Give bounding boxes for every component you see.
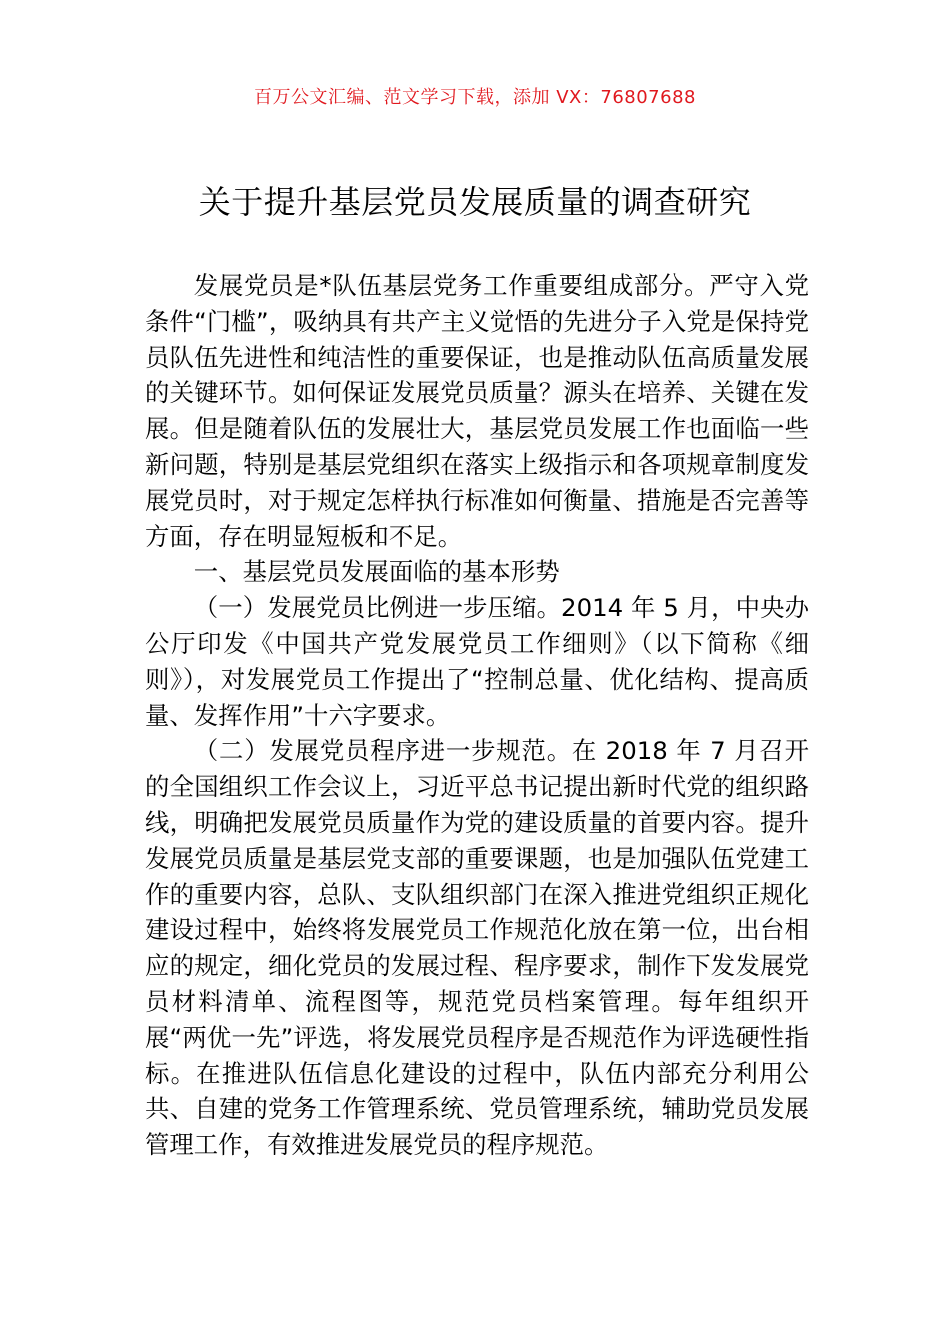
header-banner: 百万公文汇编、范文学习下载，添加 VX：76807688 bbox=[254, 87, 696, 108]
subsection-paragraph-2: （二）发展党员程序进一步规范。在 2018 年 7 月召开的全国组织工作会议上，习近平总书记提出新时代党的组织路线，明确把发展党员质量作为党的建设质量的首要内容。提升发展党员质量是基层党支部的重要课题，也是加强队伍党建工作的重要内容，总队、支队组织部门在深入推进党组织正规化建设过程中，始终将发展党员工作规范化放在第一位，出台相应的规定，细化党员的发展过程、程序要求，制作下发发展党员材料清单、流程图等，规范党员档案管理。每年组织开展“两优一先”评选，将发展党员程序是否规范作为评选硬性指标。在推进队伍信息化建设的过程中，队伍内部充分利用公共、自建的党务工作管理系统、党员管理系统，辅助党员发展管理工作，有效推进发展党员的程序规范。 bbox=[145, 736, 809, 1160]
intro-paragraph: 发展党员是*队伍基层党务工作重要组成部分。严守入党条件“门槛”，吸纳具有共产主义觉悟的先进分子入党是保持党员队伍先进性和纯洁性的重要保证，也是推动队伍高质量发展的关键环节。如何保证发展党员质量？源头在培养、关键在发展。但是随着队伍的发展壮大，基层党员发展工作也面临一些新问题，特别是基层党组织在落实上级指示和各项规章制度发展党员时，对于规定怎样执行标准如何衡量、措施是否完善等方面，存在明显短板和不足。 bbox=[145, 271, 809, 551]
subsection-paragraph-1: （一）发展党员比例进一步压缩。2014 年 5 月，中央办公厅印发《中国共产党发展党员工作细则》（以下简称《细则》），对发展党员工作提出了“控制总量、优化结构、提高质量、发挥作用”十六字要求。 bbox=[145, 593, 809, 730]
document-body bbox=[145, 268, 809, 1163]
document-title: 关于提升基层党员发展质量的调查研究 bbox=[198, 183, 752, 221]
section-heading: 一、基层党员发展面临的基本形势 bbox=[193, 557, 560, 587]
